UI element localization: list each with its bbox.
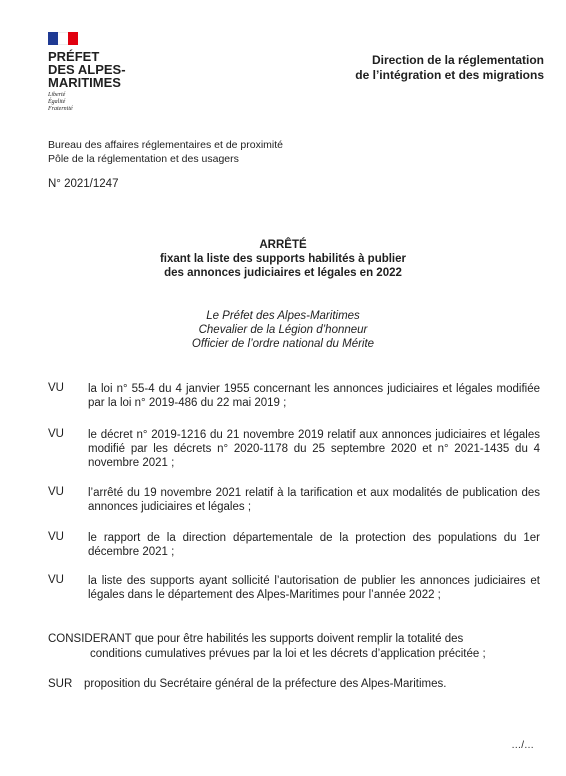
direction-heading bbox=[355, 53, 544, 83]
vu-text: le rapport de la direction départementale de la protection des populations du 1er décembre 2021 ; bbox=[88, 532, 540, 558]
prefecture-name bbox=[48, 50, 168, 89]
title-line: fixant la liste des supports habilités à publier bbox=[159, 253, 407, 265]
considerant-line: CONSIDERANT que pour être habilités les supports doivent remplir la totalité des bbox=[48, 633, 464, 645]
vu-label: VU bbox=[48, 382, 64, 394]
flag-blue-stripe bbox=[48, 32, 58, 45]
prefet-line: Le Préfet des Alpes-Maritimes bbox=[206, 310, 360, 322]
flag-red-stripe bbox=[68, 32, 78, 45]
title-line: des annonces judiciaires et légales en 2022 bbox=[164, 267, 402, 279]
decree-title bbox=[0, 238, 566, 280]
vu-text: l’arrêté du 19 novembre 2021 relatif à la tarification et aux modalités de publication des annonces judiciaires et légales ; bbox=[88, 487, 540, 513]
direction-line: Direction de la réglementation bbox=[371, 53, 544, 67]
republic-motto bbox=[48, 92, 73, 113]
vu-label: VU bbox=[48, 531, 64, 543]
prefet-titles bbox=[0, 309, 566, 351]
flag-white-stripe bbox=[58, 32, 68, 45]
vu-label: VU bbox=[48, 574, 64, 586]
prefet-line: Chevalier de la Légion d’honneur bbox=[198, 324, 368, 336]
bureau-line: Pôle de la réglementation et des usagers bbox=[48, 153, 239, 165]
prefecture-line: MARITIMES bbox=[48, 75, 121, 90]
considerant-paragraph bbox=[48, 632, 540, 662]
motto-line: Liberté bbox=[48, 92, 66, 98]
sur-label: SUR bbox=[48, 678, 73, 690]
direction-line: de l’intégration et des migrations bbox=[355, 68, 544, 82]
title-line: ARRÊTÉ bbox=[259, 239, 307, 251]
page-continuation: …/… bbox=[511, 740, 534, 751]
considerant-line: conditions cumulatives prévues par la loi et les décrets d’application précitée ; bbox=[90, 648, 486, 660]
motto-line: Égalité bbox=[48, 99, 66, 105]
vu-text: la loi n° 55-4 du 4 janvier 1955 concernant les annonces judiciaires et légales modifiée par la loi n° 2019-486 du 22 mai 2019 ; bbox=[88, 383, 540, 409]
republic-flag-logo bbox=[48, 32, 78, 45]
prefecture-line: DES ALPES- bbox=[48, 62, 126, 77]
decree-number: N° 2021/1247 bbox=[48, 178, 119, 190]
vu-label: VU bbox=[48, 428, 64, 440]
motto-line: Fraternité bbox=[48, 106, 73, 112]
bureau-line: Bureau des affaires réglementaires et de proximité bbox=[48, 139, 284, 151]
prefecture-line: PRÉFET bbox=[48, 49, 100, 64]
sur-text: proposition du Secrétaire général de la préfecture des Alpes-Maritimes. bbox=[84, 678, 447, 690]
prefet-line: Officier de l’ordre national du Mérite bbox=[191, 338, 375, 350]
vu-text: le décret n° 2019-1216 du 21 novembre 2019 relatif aux annonces judiciaires et légales modifié par les décrets n° 2020-1178 du 25 septembre 2020 et n° 2021-1435 du 4 novembre 2021 ; bbox=[88, 429, 540, 469]
vu-text: la liste des supports ayant sollicité l’autorisation de publier les annonces judiciaires et légales dans le département des Alpes-Maritimes pour l’année 2022 ; bbox=[88, 575, 540, 601]
bureau-block bbox=[48, 138, 283, 166]
vu-label: VU bbox=[48, 486, 64, 498]
